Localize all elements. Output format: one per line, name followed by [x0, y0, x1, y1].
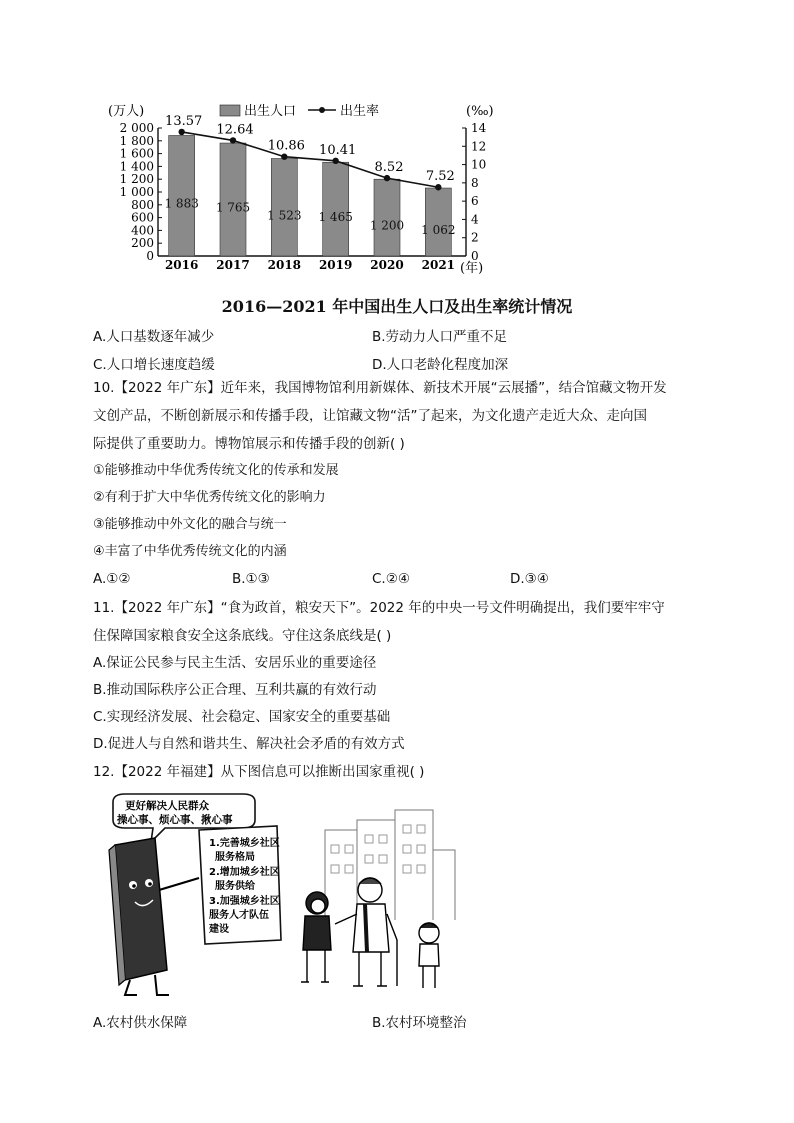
sign-line-1: 1.完善城乡社区	[209, 838, 280, 849]
left-tick-label: 1 400	[119, 159, 154, 174]
x-tick-label: 2020	[370, 258, 404, 272]
bubble-line-1: 更好解决人民群众	[125, 800, 209, 812]
q12-stem: 12.【2022 年福建】从下图信息可以推断出国家重视( )	[93, 764, 425, 780]
q12-option-b[interactable]: B.农村环境整治	[372, 1015, 467, 1031]
q11-option-c[interactable]: C.实现经济发展、社会稳定、国家安全的重要基础	[93, 709, 391, 725]
right-tick-label: 6	[471, 194, 479, 209]
birth-bar	[220, 143, 246, 256]
q10-item-3: ③能够推动中外文化的融合与统一	[93, 517, 287, 532]
q10-item-4: ④丰富了中华优秀传统文化的内涵	[93, 544, 287, 559]
sign-line-5: 3.加强城乡社区	[209, 896, 280, 907]
birth-rate-point	[178, 129, 184, 135]
q9-option-c[interactable]: C.人口增长速度趋缓	[93, 357, 215, 373]
bar-value-label: 1 883	[164, 196, 199, 211]
bar-value-label: 1 062	[421, 223, 456, 238]
q11-option-d[interactable]: D.促进人与自然和谐共生、解决社会矛盾的有效方式	[93, 736, 405, 752]
x-tick-label: 2016	[164, 258, 199, 272]
left-tick-label: 400	[131, 223, 154, 238]
birth-rate-point	[281, 154, 287, 160]
q10-stem-line-1: 10.【2022 年广东】近年来，我国博物馆利用新媒体、新技术开展“云展播”，结合馆藏文物开发	[93, 380, 667, 396]
left-tick-label: 600	[131, 210, 154, 225]
book-character	[109, 838, 199, 995]
birth-bar	[271, 159, 297, 256]
right-tick-label: 0	[471, 249, 479, 263]
sign-line-7: 建设	[209, 924, 229, 935]
birth-bar	[323, 162, 349, 256]
legend-bar-label: 出生人口	[244, 104, 297, 119]
sign-line-4: 服务供给	[215, 881, 255, 892]
birth-chart	[100, 98, 500, 278]
sign-line-3: 2.增加城乡社区	[209, 867, 280, 878]
left-tick-label: 0	[146, 249, 154, 263]
rate-value-label: 10.41	[319, 142, 357, 158]
rate-value-label: 8.52	[374, 160, 404, 176]
left-unit-label: (万人)	[108, 104, 145, 119]
q10-item-2: ②有利于扩大中华优秀传统文化的影响力	[93, 490, 326, 505]
q9-option-b[interactable]: B.劳动力人口严重不足	[372, 329, 508, 345]
q10-option-d[interactable]: D.③④	[510, 571, 549, 587]
legend-bar-swatch	[220, 105, 240, 116]
left-tick-label: 1 600	[119, 146, 154, 161]
rate-value-label: 13.57	[165, 113, 203, 129]
cartoon-illustration	[95, 790, 475, 1000]
birth-bar	[425, 188, 451, 256]
right-tick-label: 8	[471, 175, 479, 190]
birth-rate-point	[332, 158, 338, 164]
q9-option-d[interactable]: D.人口老龄化程度加深	[372, 357, 509, 373]
legend-line-label: 出生率	[340, 104, 380, 119]
sign-line-2: 服务格局	[215, 852, 255, 863]
x-tick-label: 2019	[318, 258, 353, 272]
q9-option-a[interactable]: A.人口基数逐年减少	[93, 329, 215, 345]
q11-stem-line-2: 住保障国家粮食安全这条底线。守住这条底线是( )	[93, 628, 392, 644]
left-tick-label: 1 800	[119, 133, 154, 148]
q10-item-1: ①能够推动中华优秀传统文化的传承和发展	[93, 463, 339, 478]
q10-option-a[interactable]: A.①②	[93, 571, 131, 587]
right-tick-label: 14	[471, 121, 487, 135]
bar-value-label: 1 465	[318, 210, 353, 225]
x-tick-label: 2017	[216, 258, 250, 272]
bubble-line-2: 操心事、烦心事、揪心事	[117, 814, 233, 826]
bar-value-label: 1 200	[369, 218, 405, 233]
q10-option-c[interactable]: C.②④	[372, 571, 410, 587]
right-tick-label: 2	[471, 230, 479, 245]
sign-line-6: 服务人才队伍	[209, 910, 269, 921]
legend-line-marker	[319, 107, 325, 113]
right-tick-label: 10	[471, 157, 487, 172]
rate-value-label: 10.86	[267, 138, 305, 154]
chart-title: 2016—2021 年中国出生人口及出生率统计情况	[221, 297, 573, 316]
birth-rate-point	[384, 175, 390, 181]
left-tick-label: 2 000	[119, 121, 154, 135]
rate-value-label: 12.64	[216, 122, 254, 138]
bar-value-label: 1 523	[267, 208, 302, 223]
q10-stem-line-2: 文创产品，不断创新展示和传播手段，让馆藏文物“活”了起来，为文化遗产走近大众、走向国	[93, 408, 647, 424]
left-tick-label: 200	[131, 236, 154, 251]
left-tick-label: 1 200	[119, 172, 154, 187]
birth-rate-point	[230, 137, 236, 143]
right-tick-label: 4	[471, 212, 479, 227]
q12-option-a[interactable]: A.农村供水保障	[93, 1015, 188, 1031]
bar-value-label: 1 765	[215, 200, 251, 215]
rate-value-label: 7.52	[425, 169, 455, 185]
x-unit-label: (年)	[460, 261, 484, 276]
right-unit-label: (‰)	[466, 104, 494, 119]
right-tick-label: 12	[471, 139, 487, 154]
q10-option-b[interactable]: B.①③	[232, 571, 270, 587]
birth-rate-point	[435, 184, 441, 190]
q11-stem-line-1: 11.【2022 年广东】“食为政首，粮安天下”。2022 年的中央一号文件明确提出，我们要牢牢守	[93, 600, 665, 616]
birth-bar	[374, 179, 400, 256]
birth-bar	[169, 135, 195, 256]
buildings-sketch	[325, 810, 455, 920]
left-tick-label: 1 000	[119, 185, 154, 199]
left-tick-label: 800	[131, 197, 154, 212]
x-tick-label: 2018	[267, 258, 302, 272]
family-figures	[301, 878, 439, 988]
x-tick-label: 2021	[421, 258, 456, 272]
q11-option-b[interactable]: B.推动国际秩序公正合理、互利共赢的有效行动	[93, 682, 377, 698]
q11-option-a[interactable]: A.保证公民参与民主生活、安居乐业的重要途径	[93, 655, 377, 671]
q10-stem-line-3: 际提供了重要助力。博物馆展示和传播手段的创新( )	[93, 436, 405, 452]
